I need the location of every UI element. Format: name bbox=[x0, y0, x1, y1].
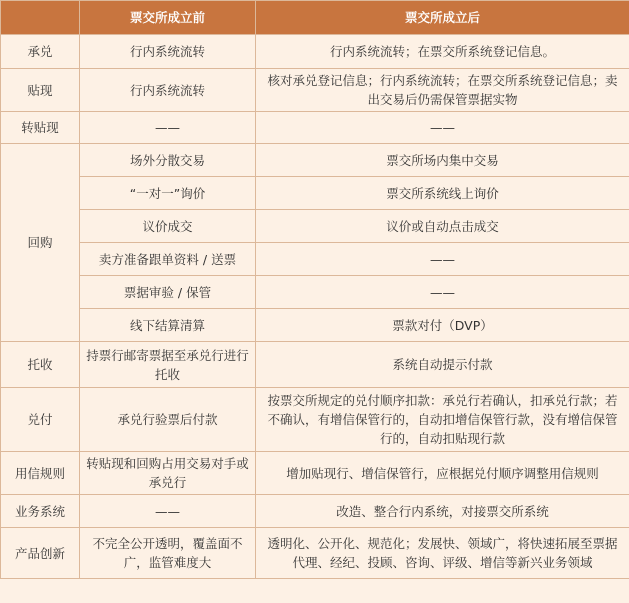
header-after: 票交所成立后 bbox=[256, 1, 629, 35]
before-cell: 场外分散交易 bbox=[80, 144, 256, 177]
before-cell: 承兑行验票后付款 bbox=[80, 388, 256, 452]
before-cell: 不完全公开透明，覆盖面不广，监管难度大 bbox=[80, 528, 256, 579]
row-product-innovation bbox=[1, 528, 629, 579]
after-cell: 票款对付（DVP） bbox=[256, 309, 629, 342]
after-cell: 票交所系统线上询价 bbox=[256, 177, 629, 210]
after-cell: 改造、整合行内系统，对接票交所系统 bbox=[256, 495, 629, 528]
before-cell: —— bbox=[80, 112, 256, 144]
header-corner bbox=[1, 1, 80, 35]
before-cell: 议价成交 bbox=[80, 210, 256, 243]
header-row bbox=[1, 1, 629, 35]
before-cell: 行内系统流转 bbox=[80, 35, 256, 69]
before-cell: 票据审验 / 保管 bbox=[80, 276, 256, 309]
before-cell: 行内系统流转 bbox=[80, 69, 256, 112]
category-cell: 承兑 bbox=[1, 35, 80, 69]
header-before: 票交所成立前 bbox=[80, 1, 256, 35]
before-cell: 转贴现和回购占用交易对手或承兑行 bbox=[80, 452, 256, 495]
row-repo-1 bbox=[1, 144, 629, 177]
row-discount bbox=[1, 69, 629, 112]
row-repo-2 bbox=[1, 177, 629, 210]
after-cell: 透明化、公开化、规范化；发展快、领域广，将快速拓展至票据代理、经纪、投顾、咨询、评级、增信等新兴业务领域 bbox=[256, 528, 629, 579]
row-repo-6 bbox=[1, 309, 629, 342]
category-cell: 产品创新 bbox=[1, 528, 80, 579]
before-cell: —— bbox=[80, 495, 256, 528]
after-cell: —— bbox=[256, 112, 629, 144]
before-cell: 卖方准备跟单资料 / 送票 bbox=[80, 243, 256, 276]
category-cell: 托收 bbox=[1, 342, 80, 388]
after-cell: 议价或自动点击成交 bbox=[256, 210, 629, 243]
category-cell: 业务系统 bbox=[1, 495, 80, 528]
row-credit-rules bbox=[1, 452, 629, 495]
row-repo-4 bbox=[1, 243, 629, 276]
before-cell: 持票行邮寄票据至承兑行进行托收 bbox=[80, 342, 256, 388]
before-cell: 线下结算清算 bbox=[80, 309, 256, 342]
after-cell: 行内系统流转；在票交所系统登记信息。 bbox=[256, 35, 629, 69]
category-cell: 贴现 bbox=[1, 69, 80, 112]
row-accept bbox=[1, 35, 629, 69]
category-cell: 转贴现 bbox=[1, 112, 80, 144]
after-cell: 票交所场内集中交易 bbox=[256, 144, 629, 177]
after-cell: 核对承兑登记信息；行内系统流转；在票交所系统登记信息；卖出交易后仍需保管票据实物 bbox=[256, 69, 629, 112]
row-business-system bbox=[1, 495, 629, 528]
before-cell: “一对一”询价 bbox=[80, 177, 256, 210]
row-collection bbox=[1, 342, 629, 388]
after-cell: 按票交所规定的兑付顺序扣款：承兑行若确认，扣承兑行款；若不确认，有增信保管行的，自动扣增信保管行款，没有增信保管行的，自动扣贴现行款 bbox=[256, 388, 629, 452]
after-cell: —— bbox=[256, 243, 629, 276]
after-cell: 系统自动提示付款 bbox=[256, 342, 629, 388]
row-payment bbox=[1, 388, 629, 452]
category-cell: 回购 bbox=[1, 144, 80, 342]
category-cell: 兑付 bbox=[1, 388, 80, 452]
row-rediscount bbox=[1, 112, 629, 144]
after-cell: —— bbox=[256, 276, 629, 309]
row-repo-3 bbox=[1, 210, 629, 243]
row-repo-5 bbox=[1, 276, 629, 309]
after-cell: 增加贴现行、增信保管行，应根据兑付顺序调整用信规则 bbox=[256, 452, 629, 495]
category-cell: 用信规则 bbox=[1, 452, 80, 495]
